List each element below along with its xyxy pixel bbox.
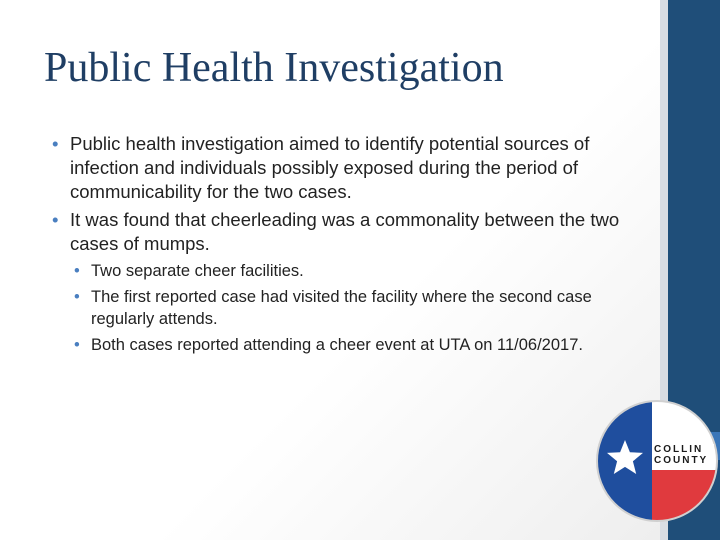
logo-text [654,444,714,466]
logo-text-line1: COLLIN [654,444,704,455]
slide-title: Public Health Investigation [44,45,504,91]
sub-bullet-list [74,260,642,356]
sub-bullet-item [74,334,642,356]
sub-bullet-item [74,260,642,282]
sub-bullet-text: Both cases reported attending a cheer event at UTA on 11/06/2017. [91,336,583,354]
logo-red-field [652,470,720,524]
bullet-item [52,208,642,256]
logo-text-line2: COUNTY [654,455,709,466]
sub-bullet-text: The first reported case had visited the facility where the second case regularly attends. [91,288,592,328]
bullet-icon: • [74,262,80,280]
bullet-icon: • [74,336,80,354]
bullet-item [52,132,642,204]
slide-content [52,132,642,360]
sub-bullet-item [74,286,642,330]
bullet-icon: • [74,288,80,306]
bullet-icon: • [52,133,59,154]
bullet-icon: • [52,209,59,230]
bullet-text: Public health investigation aimed to identify potential sources of infection and individuals possibly exposed during the period of communicability for the two cases. [70,133,590,202]
bullet-text: It was found that cheerleading was a commonality between the two cases of mumps. [70,209,620,254]
sub-bullet-text: Two separate cheer facilities. [91,262,304,280]
